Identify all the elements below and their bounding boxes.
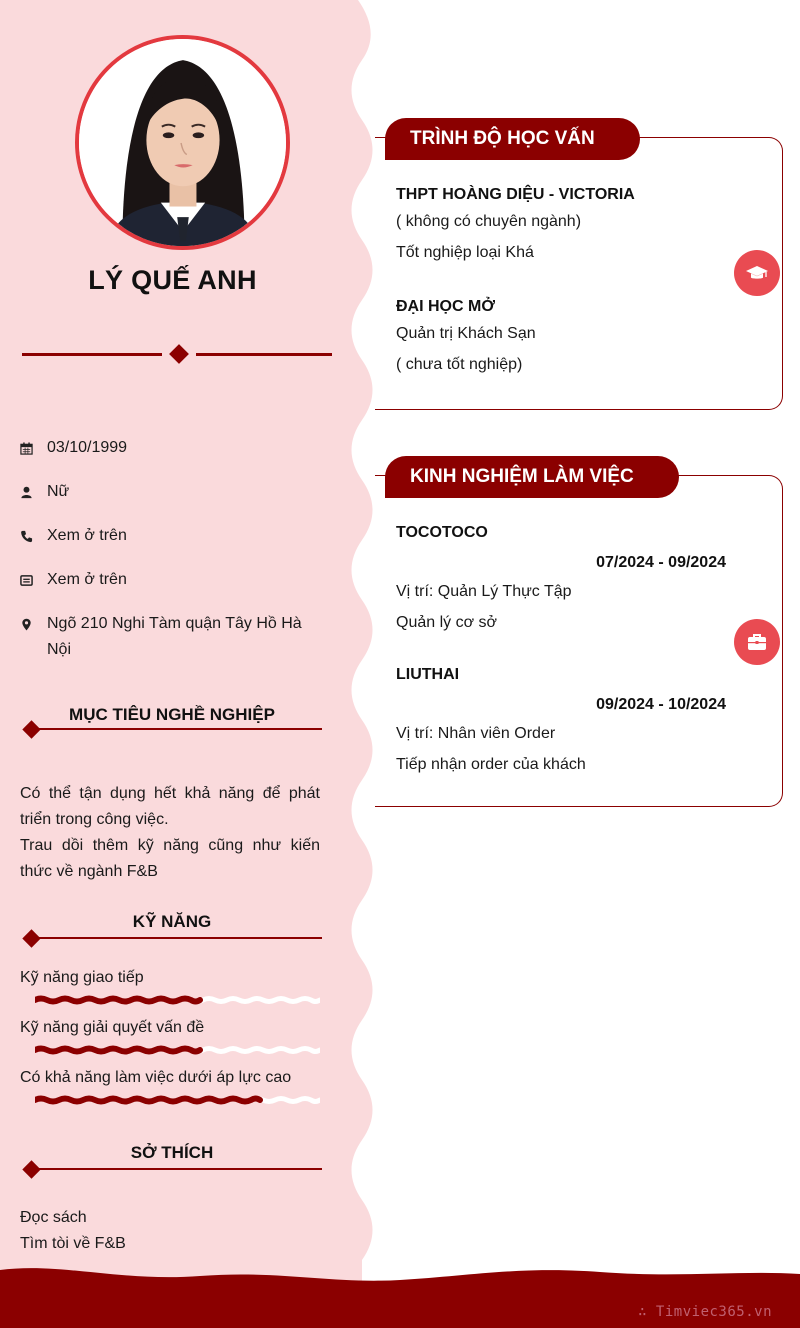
skills-heading	[22, 912, 322, 950]
birthdate-item	[20, 435, 320, 461]
skill-bar	[35, 1095, 320, 1105]
school-name: ĐẠI HỌC MỞ	[396, 298, 495, 315]
education-title: TRÌNH ĐỘ HỌC VẤN	[385, 118, 640, 160]
hobbies-list	[20, 1205, 126, 1257]
education-detail: Tốt nghiệp loại Khá	[396, 244, 534, 261]
calendar-icon	[20, 435, 47, 461]
employment-dates: 07/2024 - 09/2024	[596, 554, 726, 571]
experience-entry	[396, 664, 726, 780]
phone-text: Xem ở trên	[47, 527, 127, 544]
experience-title: KINH NGHIỆM LÀM VIỆC	[385, 456, 679, 498]
experience-entry	[396, 522, 726, 638]
skill-bar-fill	[35, 999, 200, 1002]
location-icon	[20, 611, 47, 637]
watermark: ∴ Timviec365.vn	[638, 1304, 772, 1320]
objective-text	[20, 781, 320, 885]
hobby-item: Tìm tòi về F&B	[20, 1235, 126, 1252]
skill-item	[20, 968, 320, 988]
phone-icon	[20, 523, 47, 549]
experience-detail: Vị trí: Nhân viên Order	[396, 725, 556, 742]
email-icon	[20, 567, 47, 593]
education-detail: ( chưa tốt nghiệp)	[396, 356, 523, 373]
skill-item	[20, 1068, 320, 1088]
experience-detail: Vị trí: Quản Lý Thực Tập	[396, 583, 572, 600]
phone-item	[20, 523, 320, 549]
name-divider	[22, 345, 332, 365]
skill-bar	[35, 1045, 320, 1055]
skill-bar	[35, 995, 320, 1005]
candidate-name: LÝ QUẾ ANH	[88, 265, 257, 295]
gender-item	[20, 479, 320, 505]
birthdate-text: 03/10/1999	[47, 439, 128, 456]
company-name: LIUTHAI	[396, 666, 460, 683]
skill-bar-fill	[35, 1099, 260, 1102]
briefcase-icon	[734, 619, 780, 665]
address-item	[20, 611, 320, 663]
education-entry	[396, 184, 726, 268]
objective-heading	[22, 705, 322, 741]
portrait-illustration	[79, 39, 286, 246]
education-detail: ( không có chuyên ngành)	[396, 213, 582, 230]
hobbies-title: SỞ THÍCH	[130, 1143, 214, 1162]
skill-bar-fill	[35, 1049, 200, 1052]
gender-text: Nữ	[47, 483, 70, 500]
graduation-cap-icon	[734, 250, 780, 296]
objective-line: Trau dồi thêm kỹ năng cũng như kiến thức về ngành F&B	[20, 837, 320, 880]
avatar	[75, 35, 290, 250]
objective-line: Có thể tận dụng hết khả năng để phát triển trong công việc.	[20, 785, 320, 828]
objective-title: MỤC TIÊU NGHỀ NGHIỆP	[69, 705, 275, 724]
school-name: THPT HOÀNG DIỆU - VICTORIA	[396, 186, 635, 203]
email-item	[20, 567, 320, 593]
skills-title: KỸ NĂNG	[132, 912, 212, 931]
education-entry	[396, 296, 726, 380]
hobbies-heading	[22, 1143, 322, 1181]
skill-label: Kỹ năng giao tiếp	[20, 969, 144, 986]
hobby-item: Đọc sách	[20, 1209, 87, 1226]
email-text: Xem ở trên	[47, 571, 127, 588]
company-name: TOCOTOCO	[396, 524, 488, 541]
skill-label: Có khả năng làm việc dưới áp lực cao	[20, 1069, 292, 1086]
experience-detail: Tiếp nhận order của khách	[396, 756, 586, 773]
skill-item	[20, 1018, 320, 1038]
contact-list	[20, 435, 320, 681]
employment-dates: 09/2024 - 10/2024	[596, 696, 726, 713]
education-detail: Quản trị Khách Sạn	[396, 325, 536, 342]
skill-label: Kỹ năng giải quyết vấn đề	[20, 1019, 205, 1036]
experience-detail: Quản lý cơ sở	[396, 614, 498, 631]
user-icon	[20, 479, 47, 505]
address-text: Ngõ 210 Nghi Tàm quận Tây Hồ Hà Nội	[47, 615, 302, 658]
